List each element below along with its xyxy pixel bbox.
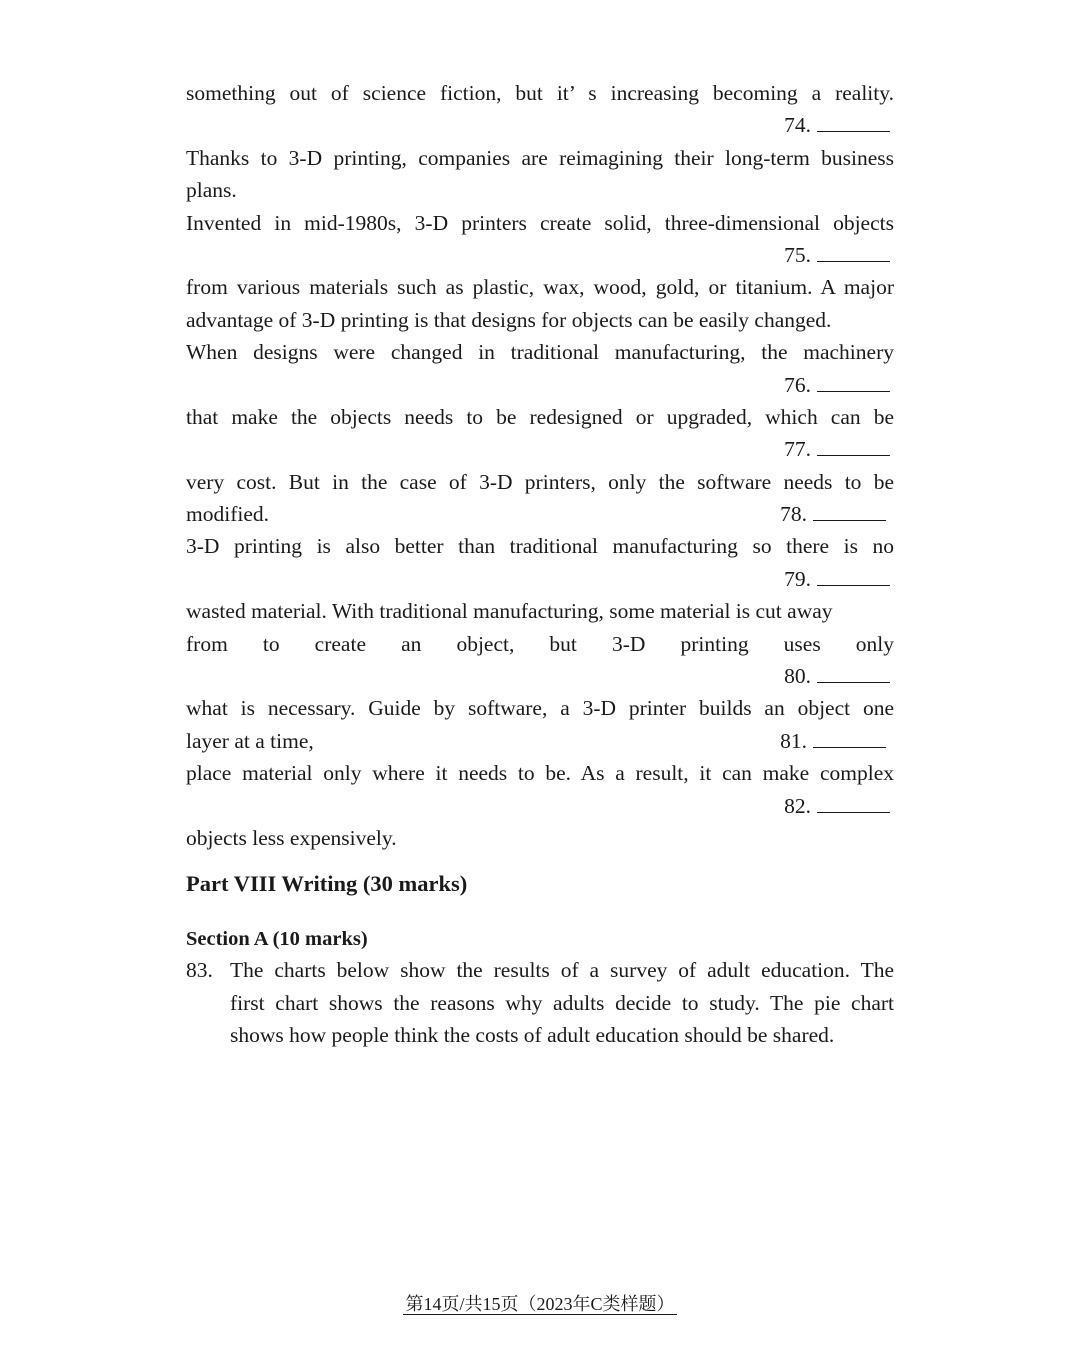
answer-blank-79 xyxy=(186,563,894,595)
passage-line: very cost. But in the case of 3-D printers, only the software needs to be xyxy=(186,469,894,494)
answer-blank-82 xyxy=(186,790,894,822)
passage-line-text: modified. xyxy=(186,502,269,527)
passage-line: that make the objects needs to be redesigned or upgraded, which can be xyxy=(186,404,894,429)
answer-underline xyxy=(817,790,890,813)
passage-line: plans. xyxy=(186,178,237,203)
page-number-label: 第14页/共15页（2023年C类样题） xyxy=(405,1294,675,1314)
passage-line: from various materials such as plastic, wax, wood, gold, or titanium. A major xyxy=(186,275,894,300)
question-text xyxy=(230,954,894,1051)
passage-line: something out of science fiction, but it’ s increasing becoming a reality. xyxy=(186,81,894,105)
question-line: The charts below show the results of a survey of adult education. The xyxy=(230,958,894,983)
question-number: 83. xyxy=(186,958,213,983)
passage-line-text: layer at a time, xyxy=(186,728,314,753)
part-heading: Part VIII Writing (30 marks) xyxy=(186,871,468,897)
passage-line: what is necessary. Guide by software, a 3-D printer builds an object one xyxy=(186,696,894,721)
passage-line: place material only where it needs to be. As a result, it can make complex xyxy=(186,761,894,786)
passage-line: advantage of 3-D printing is that designs for objects can be easily changed. xyxy=(186,307,832,332)
answer-underline xyxy=(817,433,890,456)
answer-underline xyxy=(817,239,890,262)
passage-line: objects less expensively. xyxy=(186,825,397,850)
passage-line: When designs were changed in traditional manufacturing, the machinery xyxy=(186,340,894,365)
blank-number: 76. xyxy=(784,372,811,397)
blank-number: 77. xyxy=(784,437,811,462)
answer-blank-78-line xyxy=(186,498,894,530)
blank-number: 79. xyxy=(784,566,811,591)
answer-underline xyxy=(817,109,890,132)
page-footer xyxy=(0,1290,1080,1316)
passage-line: wasted material. With traditional manufacturing, some material is cut away xyxy=(186,599,833,624)
passage-line: Invented in mid-1980s, 3-D printers create solid, three-dimensional objects xyxy=(186,210,894,235)
answer-blank-81 xyxy=(780,725,886,757)
answer-blank-78 xyxy=(780,498,886,530)
question-line: first chart shows the reasons why adults decide to study. The pie chart xyxy=(230,990,894,1015)
passage-line: 3-D printing is also better than traditional manufacturing so there is no xyxy=(186,534,894,559)
answer-blank-77 xyxy=(186,433,894,465)
answer-blank-76 xyxy=(186,369,894,401)
blank-number: 80. xyxy=(784,664,811,689)
blank-number: 82. xyxy=(784,793,811,818)
page-content xyxy=(186,77,894,1052)
question-83 xyxy=(186,954,894,1051)
passage-line: Thanks to 3-D printing, companies are reimagining their long-term business xyxy=(186,145,894,170)
answer-underline xyxy=(817,369,890,392)
blank-number: 81. xyxy=(780,728,807,753)
answer-blank-74 xyxy=(186,109,894,141)
question-line: shows how people think the costs of adult education should be shared. xyxy=(230,1023,835,1048)
blank-number: 74. xyxy=(784,113,811,138)
answer-blank-75 xyxy=(186,239,894,271)
answer-blank-80 xyxy=(186,660,894,692)
blank-number: 75. xyxy=(784,242,811,267)
answer-underline xyxy=(817,660,890,683)
section-heading: Section A (10 marks) xyxy=(186,928,368,951)
answer-underline xyxy=(813,498,886,521)
blank-number: 78. xyxy=(780,502,807,527)
answer-underline xyxy=(817,563,890,586)
passage-line: from to create an object, but 3-D printing uses only xyxy=(186,631,894,656)
answer-underline xyxy=(813,725,886,748)
answer-blank-81-line xyxy=(186,725,894,757)
